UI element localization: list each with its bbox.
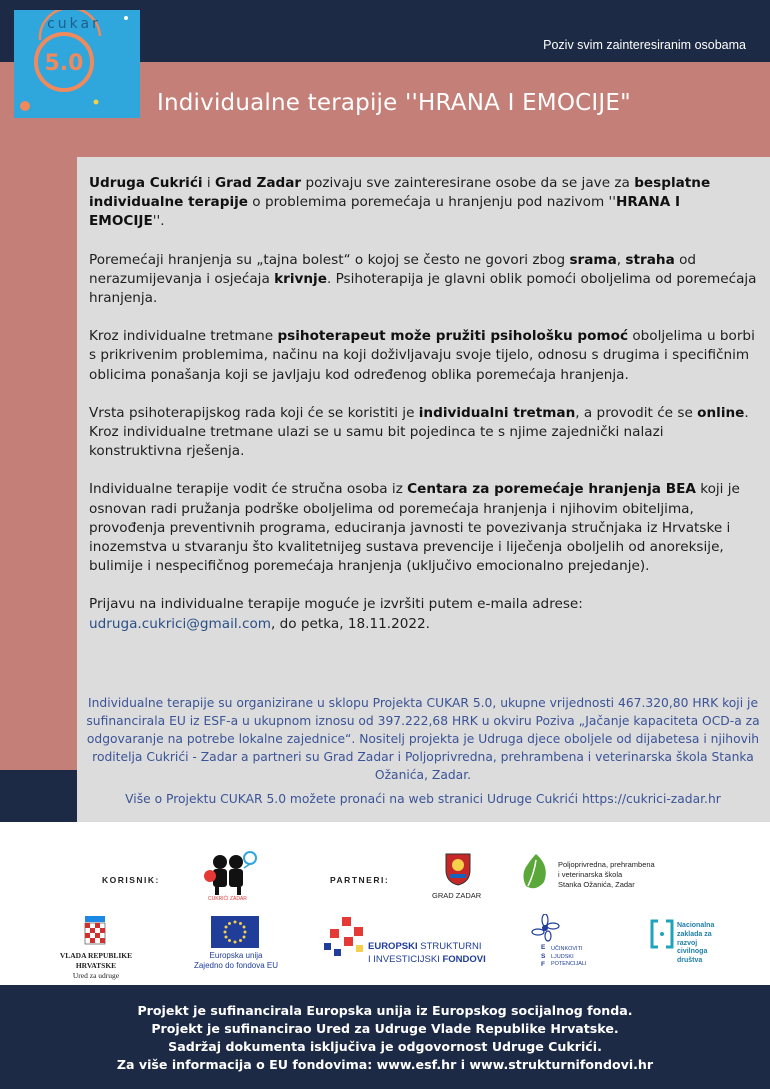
paragraph-secret-illness [89, 251, 759, 309]
text-run: . Psihoterapija je glavni oblik pomoći oboljelima od poremećaja hranjenja. [89, 270, 757, 307]
bold-phrase: psihoterapeut može pružiti psihološku pomoć [277, 328, 629, 345]
esf-caption-line: POTENCIJALI [551, 961, 587, 967]
eu-caption [188, 951, 284, 971]
esf-flower-logo [530, 914, 560, 942]
vlada-caption-line: VLADA REPUBLIKE HRVATSKE [59, 951, 133, 970]
partner-logos-strip [0, 822, 770, 985]
text-run: . Kroz individualne tretmane ulazi se u samu bit pojedinca te s njime zajednički nalazi konstruktivna rješenja. [89, 404, 749, 460]
croatia-coat-of-arms [84, 915, 106, 945]
school-caption-line: Stanka Ožanića, Zadar [558, 880, 635, 889]
bold-phrase: individualni tretman [418, 404, 576, 421]
text-run: Individualne terapije vodit će stručna osoba iz [89, 481, 408, 498]
application-deadline: , do petka, 18.11.2022. [271, 615, 431, 632]
school-logo [520, 852, 552, 894]
logo-number: 5.0 [44, 51, 84, 76]
leaf-icon [520, 852, 552, 894]
partneri-label: PARTNERI: [330, 875, 390, 885]
footer-line-responsibility: Sadržaj dokumenta isključiva je odgovornost Udruge Cukrići. [168, 1039, 602, 1054]
funding-note: Individualne terapije su organizirane u sklopu Projekta CUKAR 5.0, ukupne vrijednosti 467.320,80 HRK koji je sufinancirala EU iz ESF-a u ukupnom iznosu od 397.222,68 HRK u okviru Poziva „Jačanje kapaciteta OCD-a za odgovaranje na potrebe lokalne zajednice“. Nositelj projekta je Udruga djece oboljele od dijabetesa i njihovih roditelja Cukrići - Zadar a partneri su Grad Zadar i Poljoprivredna, prehrambena i veterinarska škola Stanka Ožanića, Zadar. [86, 696, 760, 782]
text-run: Vrsta psihoterapijskog rada koji će se koristiti je [89, 404, 419, 421]
esif-squares-icon [322, 915, 370, 959]
esf-letter: F [541, 961, 545, 968]
bold-phrase: Centara za poremećaje hranjenja BEA [407, 481, 696, 498]
esif-caption-bold: FONDOVI [442, 954, 486, 965]
logo-arc-text: cukar [47, 16, 101, 32]
school-caption [558, 860, 655, 890]
zadar-shield-icon [444, 852, 472, 886]
body-text [89, 174, 759, 653]
vlada-caption-line: Ured za udruge [72, 971, 120, 980]
header-tagline: Poziv svim zainteresiranim osobama [543, 38, 746, 52]
footer-line-eu: Projekt je sufinancirala Europska unija iz Europskog socijalnog fonda. [137, 1003, 633, 1018]
text-run: Kroz individualne tretmane [89, 328, 278, 345]
bold-phrase: Grad Zadar [214, 175, 302, 191]
text-run: od nerazumijevanja i osjećaja [89, 251, 697, 287]
page-title: Individualne terapije ''HRANA I EMOCIJE" [157, 90, 631, 116]
nzrcd-caption-line: zaklada za [677, 930, 712, 938]
school-caption-line: i veterinarska škola [558, 870, 623, 879]
text-run: o problemima poremećaja u hranjenju pod nazivom '' [247, 194, 617, 211]
esf-caption-line: UČINKOVITI [551, 946, 583, 952]
bold-phrase: Udruga Cukrići [89, 175, 203, 191]
bold-phrase: online [697, 404, 745, 421]
paragraph-online [89, 404, 759, 462]
paragraph-treatment [89, 327, 759, 385]
logo-dot-white [124, 16, 128, 20]
text-run: oboljelima u borbi s prikrivenim problemima, načinu na koji doživljavaju svoje tijelo, odnosu s drugima i specifičnim oblicima ponašanja koji se javljaju kod određenog oblika poremećaja hranjenja. [89, 328, 755, 383]
cukrici-caption: CUKRIĆI ZADAR [208, 896, 247, 902]
email-link[interactable]: udruga.cukrici@gmail.com [89, 615, 272, 632]
nzrcd-caption [677, 922, 714, 966]
esf-letter: E [541, 944, 546, 951]
flower-icon [530, 914, 560, 942]
eu-caption-line: Zajedno do fondova EU [193, 961, 279, 970]
text-run: koji je osnovan radi pružanja podrške oboljelima od poremećaja hranjenja i njihovim obiteljima, provođenja preventivnih programa, educiranja javnosti te povezivanja stručnjaka iz Hrvatske i inozemstva u stvaranju što kvalitetnijeg sustava prevencije i liječenja oboljelih od anoreksije, bulimije i nespecifičnog poremećaja hranjenja (uključivo emocionalno prejedanje). [89, 481, 740, 575]
esif-caption-bold: EUROPSKI [368, 941, 418, 952]
text-run: pozivaju sve zainteresirane osobe da se jave za [301, 175, 635, 191]
bold-phrase: srama [569, 251, 617, 268]
cukar-logo [14, 10, 140, 118]
more-info-link[interactable]: Više o Projektu CUKAR 5.0 možete pronaći na web stranici Udruge Cukrići https://cukrici-zadar.hr [125, 792, 721, 806]
nzrcd-caption-line: razvoj [677, 939, 698, 947]
esf-letters [541, 944, 545, 970]
paragraph-application [89, 595, 759, 633]
esf-letter: S [541, 952, 546, 960]
application-intro: Prijavu na individualne terapije moguće je izvršiti putem e-maila adrese: [89, 596, 583, 613]
vlada-caption [42, 951, 150, 981]
brackets-icon [650, 919, 674, 949]
eu-flag [211, 916, 259, 948]
esif-caption [368, 940, 486, 966]
cukar-logo-graphic [14, 10, 140, 118]
grad-zadar-caption: GRAD ZADAR [432, 891, 482, 900]
text-run: , a provodit će se [575, 404, 698, 421]
esif-caption-line2: I INVESTICIJSKI [368, 954, 443, 965]
bold-phrase: krivnje [274, 270, 327, 287]
footer-line-links: Za više informacija o EU fondovima: www.esf.hr i www.strukturnifondovi.hr [116, 1057, 654, 1072]
footer-line-ured: Projekt je sufinancirao Ured za Udruge Vlade Republike Hrvatske. [151, 1021, 619, 1036]
checkerboard-shield-icon [84, 915, 106, 945]
paragraph-bea-centre [89, 480, 759, 576]
text-run: i [202, 175, 215, 191]
cukrici-logo [198, 848, 262, 904]
eu-stars-icon [211, 916, 259, 948]
nzrcd-caption-line: civilnoga [677, 948, 708, 956]
nzrcd-caption-line: Nacionalna [677, 922, 715, 929]
text-run: ''. [152, 213, 165, 230]
text-run: Poremećaji hranjenja su „tajna bolest“ o kojoj se često ne govori zbog [89, 251, 570, 268]
esf-caption [551, 946, 586, 969]
esif-caption-rest: STRUKTURNI [417, 941, 482, 952]
bold-phrase: straha [625, 251, 675, 268]
korisnik-label: KORISNIK: [102, 875, 160, 885]
text-run: , [616, 251, 626, 268]
footer [0, 985, 770, 1089]
bold-phrase: besplatne individualne terapije [89, 175, 711, 211]
eu-caption-line: Europska unija [209, 951, 263, 960]
logo-dot-yellow [94, 100, 99, 105]
nzrcd-caption-line: društva [677, 957, 703, 965]
school-caption-line: Poljoprivredna, prehrambena [558, 860, 655, 869]
esf-caption-line: LJUDSKI [551, 953, 574, 960]
grad-zadar-crest [444, 852, 472, 886]
bold-phrase: HRANA I EMOCIJE [89, 194, 681, 230]
nzrcd-logo [650, 919, 674, 949]
esif-logo [322, 915, 370, 959]
logo-dot-orange [20, 101, 30, 111]
paragraph-invitation [89, 174, 759, 232]
